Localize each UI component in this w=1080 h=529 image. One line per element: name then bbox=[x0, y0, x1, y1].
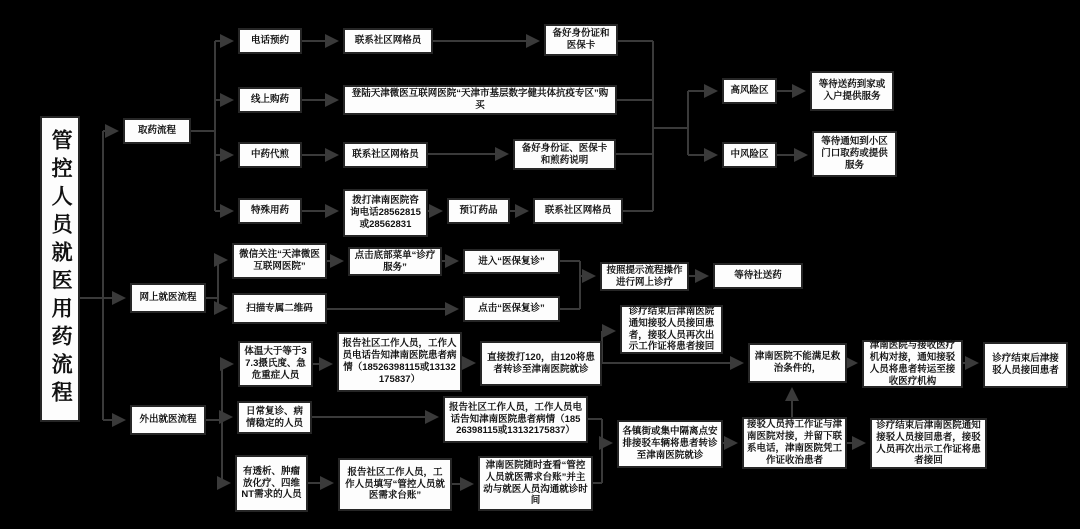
node-click-bottom-menu: 点击底部菜单“诊疗服务” bbox=[348, 247, 442, 276]
node-contact-grid-worker-2: 联系社区网格员 bbox=[343, 142, 428, 168]
node-contact-grid-worker-1: 联系社区网格员 bbox=[343, 28, 433, 54]
node-wait-home-delivery: 等待送药到家或入户提供服务 bbox=[810, 71, 894, 111]
node-routine-revisit-stable: 日常复诊、病情稳定的人员 bbox=[237, 401, 312, 434]
node-prepare-id-card-decoction-note: 备好身份证、医保卡和煎药说明 bbox=[513, 139, 616, 170]
node-report-community-workers-1: 报告社区工作人员，工作人员电话告知津南医院患者病情（18526398115或13132175837） bbox=[337, 332, 462, 392]
node-prepare-id-insurance-card: 备好身份证和医保卡 bbox=[544, 24, 618, 56]
node-shuttle-staff-badge: 接驳人员持工作证与津南医院对接，并留下联系电话，津南医院凭工作证收治患者 bbox=[742, 417, 847, 469]
node-enter-insurance-revisit: 进入“医保复诊” bbox=[463, 249, 560, 274]
node-wechat-follow: 微信关注“天津微医互联网医院” bbox=[232, 243, 327, 279]
node-phone-reservation: 电话预约 bbox=[238, 28, 302, 54]
node-high-risk-area: 高风险区 bbox=[722, 78, 777, 104]
node-reserve-medicine: 预订药品 bbox=[447, 198, 510, 224]
node-call-120: 直接拨打120，由120将患者转诊至津南医院就诊 bbox=[480, 341, 602, 386]
branch-outgoing-medical: 外出就医流程 bbox=[130, 405, 206, 435]
node-treatment-end-right: 诊疗结束后津接驳人员接回患者 bbox=[983, 342, 1068, 388]
node-medium-risk-area: 中风险区 bbox=[722, 142, 777, 168]
branch-online-medical: 网上就医流程 bbox=[130, 283, 206, 313]
node-scan-qr-code: 扫描专属二维码 bbox=[232, 293, 327, 324]
node-wait-community-delivery: 等待社送药 bbox=[713, 263, 803, 289]
node-contact-grid-worker-3: 联系社区网格员 bbox=[533, 198, 623, 224]
node-call-jinnan-hospital: 拨打津南医院咨询电话28562815或28562831 bbox=[343, 189, 428, 237]
node-tcm-decoction: 中药代煎 bbox=[238, 142, 302, 168]
node-login-weiyi-hospital: 登陆天津微医互联网医院“天津市基层数字健共体抗疫专区”购买 bbox=[343, 85, 617, 115]
node-special-medication: 特殊用药 bbox=[238, 198, 302, 224]
node-treatment-end-top: 诊疗结束后津南医院通知接驳人员接回患者，接驳人员再次出示工作证将患者接回 bbox=[620, 305, 723, 354]
node-transfer-receiving-hospital: 津南医院与接收医疗机构对接，通知接驳人员将患者转运至接收医疗机构 bbox=[862, 340, 963, 388]
node-report-community-workers-2: 报告社区工作人员，工作人员电话告知津南医院患者病情（18526398115或13132175837） bbox=[443, 396, 588, 443]
node-jinnan-cannot-treat: 津南医院不能满足救治条件的， bbox=[748, 343, 847, 383]
node-fever-critical-patients: 体温大于等于37.3摄氏度、急危重症人员 bbox=[238, 341, 313, 387]
node-treatment-end-bottom: 诊疗结束后津南医院通知接驳人员接回患者，接驳人员再次出示工作证将患者接回 bbox=[870, 418, 987, 469]
node-online-purchase: 线上购药 bbox=[238, 87, 302, 113]
node-report-fill-ledger: 报告社区工作人员，工作人员填写“管控人员就医需求台账” bbox=[338, 458, 452, 511]
node-follow-prompts-online-consult: 按照提示流程操作进行网上诊疗 bbox=[600, 262, 689, 291]
branch-medication-pickup: 取药流程 bbox=[123, 118, 191, 144]
node-jinnan-check-ledger: 津南医院随时查看“管控人员就医需求台账”并主动与就医人员沟通就诊时间 bbox=[478, 456, 593, 511]
main-title: 管控人员就医用药流程 bbox=[40, 116, 80, 422]
node-click-insurance-revisit: 点击“医保复诊” bbox=[463, 296, 560, 322]
node-dialysis-tumor-nt-patients: 有透析、肿瘤放化疗、四维NT需求的人员 bbox=[235, 455, 308, 512]
node-wait-gate-pickup: 等待通知到小区门口取药或提供服务 bbox=[812, 131, 897, 177]
node-town-shuttle-transfer: 各镇街或集中隔离点安排接驳车辆将患者转诊至津南医院就诊 bbox=[617, 420, 723, 468]
